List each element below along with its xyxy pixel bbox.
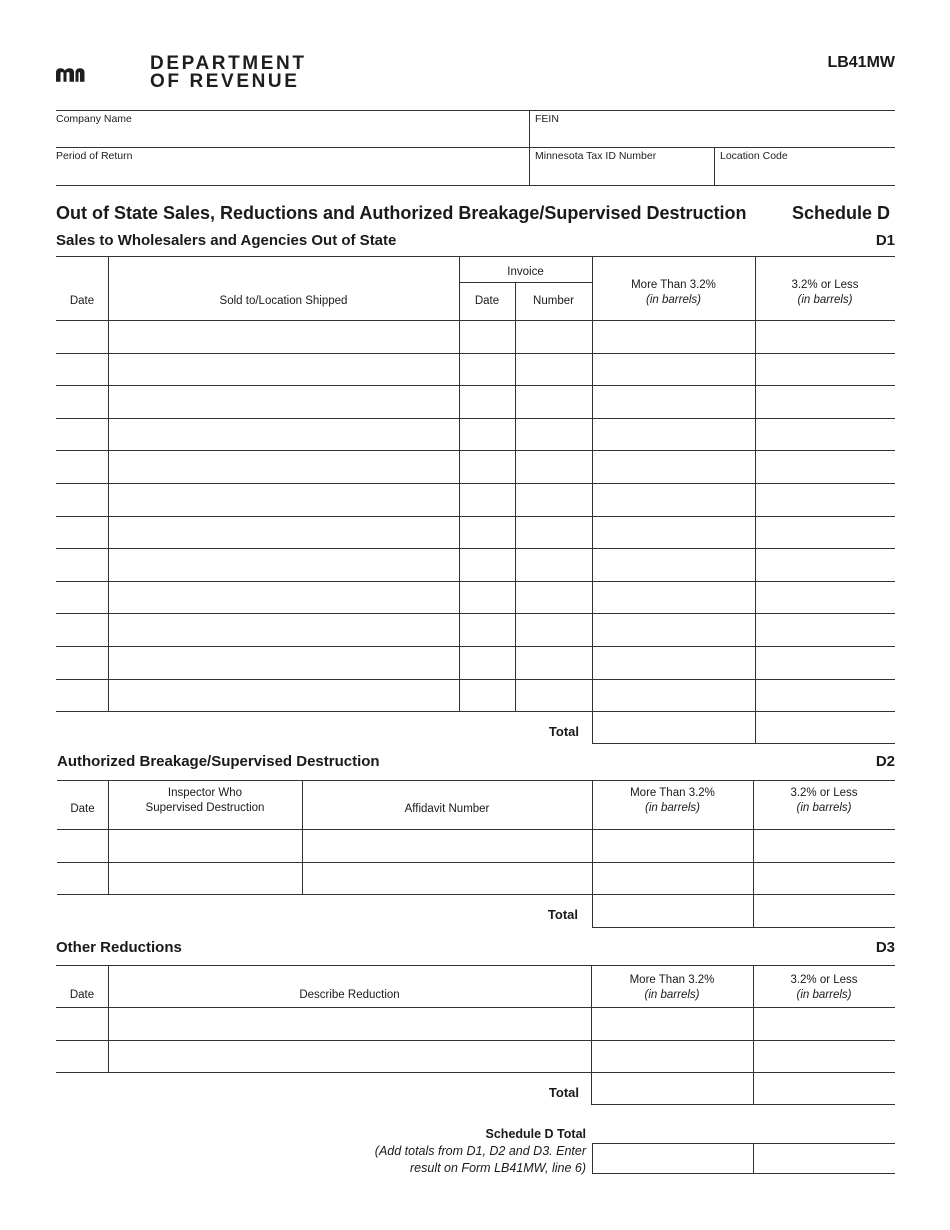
d1-input-date[interactable] [57,419,107,450]
d1-input-inv-number[interactable] [516,647,591,678]
d1-header-sold-to-text: Sold to/Location Shipped [219,294,348,307]
d1-title: Sales to Wholesalers and Agencies Out of State [56,232,397,249]
d1-header-less [755,270,895,316]
d3-header-more-l1: More Than 3.2% [629,974,715,986]
d1-total-more-input[interactable] [593,712,754,742]
d2-total-label: Total [547,907,578,922]
d1-input-less[interactable] [756,549,894,580]
d1-input-sold-to[interactable] [109,582,458,613]
d1-input-inv-number[interactable] [516,549,591,580]
company-name-label: Company Name [56,113,132,125]
d1-input-date[interactable] [57,517,107,548]
d2-header-inspector-l2: Supervised Destruction [145,802,265,814]
mn-logo [56,56,146,94]
d1-input-less[interactable] [756,614,894,645]
fein-field[interactable] [530,111,895,146]
d1-header-more-l2: (in barrels) [646,294,701,306]
d3-total-label: Total [548,1085,579,1100]
d1-header-inv-date-text: Date [474,294,500,307]
d2-total-more-input[interactable] [593,895,752,926]
schedule-label: Schedule D [791,203,890,223]
d1-input-inv-date[interactable] [460,549,514,580]
d3-header-less [753,973,895,1003]
d1-input-inv-number[interactable] [516,419,591,450]
location-code-label: Location Code [720,150,788,162]
d3-header-describe-text: Describe Reduction [299,988,400,1001]
d1-input-more[interactable] [593,354,754,385]
d1-input-less[interactable] [756,680,894,711]
d2-input-date[interactable] [58,830,107,861]
d1-header-inv-number [515,288,592,314]
d3-input-more[interactable] [592,1008,752,1039]
d1-input-sold-to[interactable] [109,680,458,711]
d1-code: D1 [875,232,895,249]
d3-input-describe[interactable] [109,1008,590,1039]
d1-header-less-l1: 3.2% or Less [791,279,859,291]
d1-input-more[interactable] [593,549,754,580]
d2-header-affidavit-text: Affidavit Number [404,802,490,815]
d1-rule-top [56,256,895,257]
d1-input-sold-to[interactable] [109,321,458,352]
d3-input-less[interactable] [754,1041,894,1072]
d1-header-date-text: Date [69,294,95,307]
d1-input-less[interactable] [756,451,894,482]
d2-rule-top [57,780,895,781]
d1-input-date[interactable] [57,321,107,352]
d1-input-inv-number[interactable] [516,517,591,548]
d1-input-less[interactable] [756,647,894,678]
grand-total-rule [592,1173,895,1174]
d3-total-more-input[interactable] [592,1073,752,1103]
mn-tax-id-field[interactable] [530,148,713,184]
d1-input-date[interactable] [57,451,107,482]
d2-header-more-l2: (in barrels) [645,802,700,814]
d2-total-less-input[interactable] [754,895,894,926]
d3-header-more [591,973,753,1003]
d1-input-date[interactable] [57,647,107,678]
d2-header-less [753,786,895,816]
d1-input-date[interactable] [57,614,107,645]
d2-header-more [592,786,753,816]
d1-input-inv-date[interactable] [460,647,514,678]
d3-title: Other Reductions [56,939,182,956]
period-field[interactable] [56,148,528,184]
d1-input-inv-number[interactable] [516,354,591,385]
d1-input-sold-to[interactable] [109,517,458,548]
schedule-total-label: Schedule D Total [485,1127,586,1141]
d1-input-more[interactable] [593,614,754,645]
d1-input-inv-date[interactable] [460,451,514,482]
d2-input-date[interactable] [58,863,107,894]
d3-header-less-l2: (in barrels) [796,989,852,1001]
schedule-total-less-input[interactable] [754,1144,894,1172]
d2-header-more-l1: More Than 3.2% [630,787,715,799]
d3-input-less[interactable] [754,1008,894,1039]
d2-header-affidavit [302,786,592,832]
d1-input-date[interactable] [57,680,107,711]
d1-input-sold-to[interactable] [109,614,458,645]
d1-header-date [56,288,108,314]
d1-input-sold-to[interactable] [109,354,458,385]
agency-line-2: OF REVENUE [150,71,300,92]
d3-rule-top [56,965,895,966]
d2-input-less[interactable] [754,830,894,861]
d1-total-label: Total [548,724,579,739]
period-label: Period of Return [56,150,133,162]
d2-header-inspector-l1: Inspector Who [167,787,243,799]
d1-input-less[interactable] [756,321,894,352]
d1-input-inv-number[interactable] [516,614,591,645]
d1-input-inv-number[interactable] [516,484,591,515]
d2-title: Authorized Breakage/Supervised Destruction [57,753,380,770]
d1-input-sold-to[interactable] [109,484,458,515]
d1-input-inv-date[interactable] [460,354,514,385]
d1-input-more[interactable] [593,517,754,548]
location-code-field[interactable] [715,148,895,184]
schedule-total-note-1: (Add totals from D1, D2 and D3. Enter [374,1144,586,1158]
d1-input-less[interactable] [756,419,894,450]
d2-code: D2 [875,753,895,770]
d1-input-less[interactable] [756,354,894,385]
d2-header-date-text: Date [70,802,95,815]
d1-header-sold-to [108,288,459,314]
d3-input-describe[interactable] [109,1041,590,1072]
schedule-total-note-2: result on Form LB41MW, line 6) [410,1161,586,1175]
agency-name [150,55,307,91]
d1-input-more[interactable] [593,451,754,482]
d1-input-date[interactable] [57,386,107,417]
d1-input-sold-to[interactable] [109,386,458,417]
d1-input-more[interactable] [593,386,754,417]
d1-rule-invoice [459,282,592,283]
d1-input-inv-date[interactable] [460,517,514,548]
d1-input-inv-date[interactable] [460,484,514,515]
d1-input-date[interactable] [57,549,107,580]
d2-input-more[interactable] [593,830,752,861]
d1-input-date[interactable] [57,354,107,385]
d1-header-more-l1: More Than 3.2% [631,279,716,291]
d1-total-less-input[interactable] [756,712,894,742]
form-id: LB41MW [827,54,895,71]
d1-input-inv-date[interactable] [460,680,514,711]
d1-header-inv-date [459,288,515,314]
d1-header-invoice-text: Invoice [507,265,544,278]
d1-header-more [592,270,755,316]
agency-line-1: DEPARTMENT [150,53,307,74]
d2-header-less-l2: (in barrels) [796,802,852,814]
d2-input-inspector[interactable] [109,863,301,894]
d3-header-date-text: Date [69,988,95,1001]
d1-input-inv-date[interactable] [460,614,514,645]
d1-header-invoice [459,262,592,282]
d3-input-date[interactable] [57,1041,107,1072]
page-title: Out of State Sales, Reductions and Authorized Breakage/Supervised Destruction [56,203,747,223]
d2-header-date [57,786,108,832]
d3-code: D3 [875,939,895,956]
d1-input-inv-number[interactable] [516,582,591,613]
d1-input-inv-number[interactable] [516,386,591,417]
d3-total-rule [591,1104,895,1105]
d1-input-less[interactable] [756,582,894,613]
d2-input-affidavit[interactable] [303,863,591,894]
schedule-total-more-input[interactable] [593,1144,752,1172]
d1-input-less[interactable] [756,517,894,548]
d1-input-inv-date[interactable] [460,582,514,613]
mn-tax-id-label: Minnesota Tax ID Number [535,150,657,162]
d3-header-date [56,982,108,1008]
d3-header-describe [108,982,591,1008]
d1-input-less[interactable] [756,484,894,515]
d1-input-date[interactable] [57,582,107,613]
d1-total-rule [592,743,895,744]
field-rule [56,185,895,186]
d1-input-more[interactable] [593,582,754,613]
d2-input-affidavit[interactable] [303,830,591,861]
d1-input-sold-to[interactable] [109,419,458,450]
d2-input-more[interactable] [593,863,752,894]
d1-input-more[interactable] [593,680,754,711]
d1-input-more[interactable] [593,321,754,352]
company-name-field[interactable] [56,111,528,146]
d1-input-sold-to[interactable] [109,647,458,678]
d3-input-more[interactable] [592,1041,752,1072]
d1-input-inv-number[interactable] [516,451,591,482]
d3-total-less-input[interactable] [754,1073,894,1103]
d2-input-inspector[interactable] [109,830,301,861]
d1-input-more[interactable] [593,419,754,450]
d3-input-date[interactable] [57,1008,107,1039]
d2-total-rule [592,927,895,928]
d1-input-inv-number[interactable] [516,680,591,711]
d1-input-inv-number[interactable] [516,321,591,352]
d1-input-sold-to[interactable] [109,549,458,580]
d2-header-inspector [108,786,302,816]
d3-header-less-l1: 3.2% or Less [790,974,858,986]
d1-input-inv-date[interactable] [460,386,514,417]
d1-header-inv-number-text: Number [533,294,574,307]
d1-input-date[interactable] [57,484,107,515]
d2-input-less[interactable] [754,863,894,894]
d2-header-less-l1: 3.2% or Less [790,787,858,799]
d1-header-less-l2: (in barrels) [797,294,853,306]
d1-input-less[interactable] [756,386,894,417]
d1-input-inv-date[interactable] [460,419,514,450]
d1-input-more[interactable] [593,484,754,515]
d3-header-more-l2: (in barrels) [644,989,700,1001]
schedule-total-block [330,1126,586,1177]
fein-label: FEIN [535,113,559,125]
d1-input-more[interactable] [593,647,754,678]
d1-input-inv-date[interactable] [460,321,514,352]
d1-input-sold-to[interactable] [109,451,458,482]
